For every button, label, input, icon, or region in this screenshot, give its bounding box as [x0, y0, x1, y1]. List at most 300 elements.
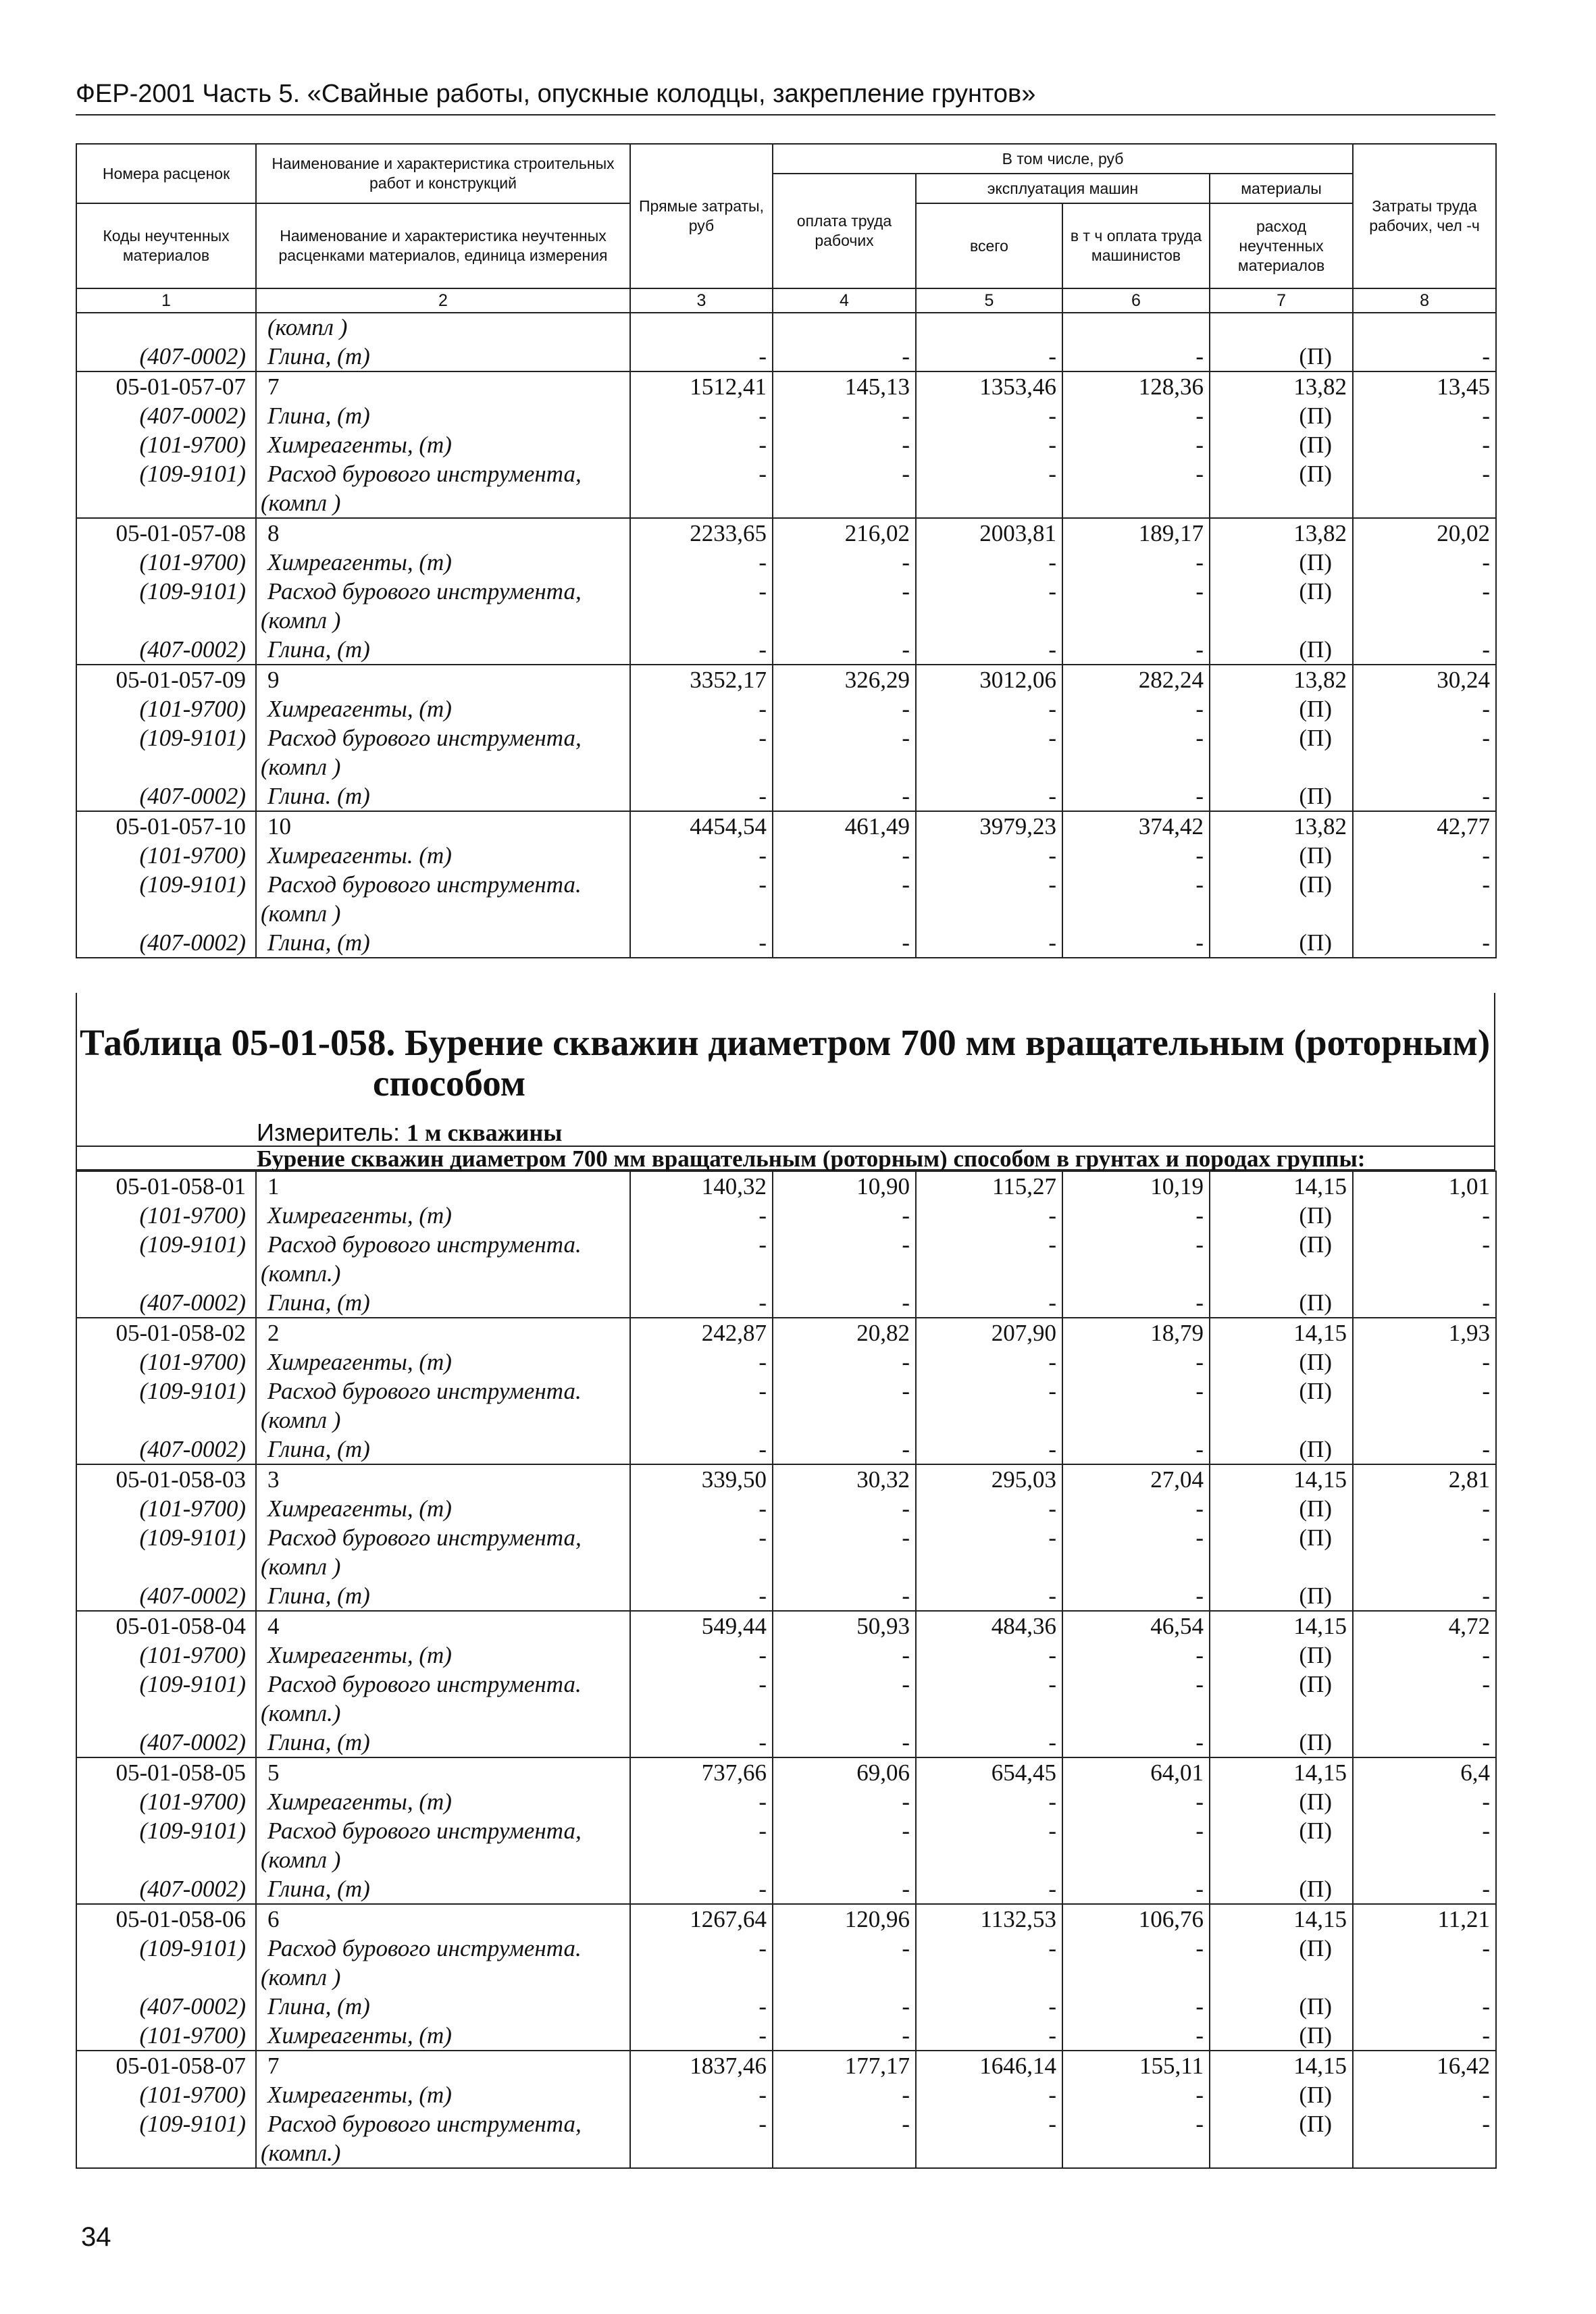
- operators-pay-value: -: [1062, 1230, 1210, 1288]
- material-consumption-value: (П): [1210, 870, 1353, 928]
- header-machine-total: всего: [916, 203, 1062, 288]
- item-name: Химреагенты, (т): [256, 1641, 630, 1670]
- rate-code: 05-01-057-08: [76, 518, 256, 548]
- group-heading: Бурение скважин диаметром 700 мм вращательным (роторным) способом в грунтах и породах группы:: [77, 1146, 1494, 1171]
- item-name: Глина, (т): [256, 1874, 630, 1904]
- labor-pay-value: -: [773, 2080, 916, 2109]
- labor-pay-value: 69,06: [773, 1757, 916, 1787]
- labor-costs-value: -: [1353, 1874, 1496, 1904]
- table-row: [76, 1757, 1496, 1787]
- machine-total-value: 207,90: [916, 1318, 1062, 1347]
- operators-pay-value: -: [1062, 781, 1210, 811]
- operators-pay-value: -: [1062, 1670, 1210, 1728]
- item-name-text: Расход бурового инструмента,: [267, 725, 582, 751]
- rates-table-057: [76, 313, 1497, 958]
- labor-costs-value: 4,72: [1353, 1611, 1496, 1641]
- direct-costs-value: 242,87: [630, 1318, 773, 1347]
- table-row: [76, 1581, 1496, 1611]
- labor-costs-value: -: [1353, 635, 1496, 665]
- machine-total-value: [916, 313, 1062, 342]
- table-row: [76, 1904, 1496, 1934]
- rate-code: (101-9700): [76, 1641, 256, 1670]
- material-consumption-value: (П): [1210, 1523, 1353, 1581]
- machine-total-value: -: [916, 1641, 1062, 1670]
- material-consumption-value: 14,15: [1210, 1318, 1353, 1347]
- labor-pay-value: -: [773, 781, 916, 811]
- table-row: [76, 1934, 1496, 1992]
- labor-costs-value: -: [1353, 1641, 1496, 1670]
- direct-costs-value: -: [630, 2109, 773, 2168]
- rate-code: (109-9101): [76, 577, 256, 635]
- material-consumption-value: (П): [1210, 1494, 1353, 1523]
- labor-pay-value: -: [773, 459, 916, 518]
- direct-costs-value: -: [630, 928, 773, 958]
- material-consumption-value: (П): [1210, 1728, 1353, 1757]
- item-name-continuation: (компл ): [261, 490, 341, 516]
- material-consumption-value: (П): [1210, 459, 1353, 518]
- rate-code: 05-01-058-04: [76, 1611, 256, 1641]
- machine-total-value: -: [916, 1816, 1062, 1874]
- table-row: [76, 1816, 1496, 1874]
- material-consumption-value: (П): [1210, 1288, 1353, 1318]
- header-labor-pay: оплата труда рабочих: [773, 174, 916, 288]
- running-head: ФЕР-2001 Часть 5. «Свайные работы, опускные колодцы, закрепление грунтов»: [76, 80, 1495, 115]
- direct-costs-value: -: [630, 1288, 773, 1318]
- item-name: [256, 870, 630, 928]
- operators-pay-value: -: [1062, 841, 1210, 870]
- material-consumption-value: (П): [1210, 342, 1353, 371]
- column-number: 2: [256, 288, 630, 313]
- table-row: [76, 1347, 1496, 1377]
- item-name: [256, 1230, 630, 1288]
- labor-pay-value: -: [773, 870, 916, 928]
- rate-code: (407-0002): [76, 401, 256, 430]
- item-name-continuation: (компл ): [261, 1847, 341, 1873]
- rate-code: (109-9101): [76, 1670, 256, 1728]
- item-name: [256, 1934, 630, 1992]
- column-header-table: [76, 143, 1497, 313]
- operators-pay-value: 106,76: [1062, 1904, 1210, 1934]
- labor-pay-value: -: [773, 635, 916, 665]
- item-name-continuation: (компл ): [261, 1553, 341, 1580]
- labor-pay-value: -: [773, 1435, 916, 1464]
- labor-pay-value: -: [773, 1992, 916, 2021]
- machine-total-value: -: [916, 548, 1062, 577]
- labor-pay-value: 20,82: [773, 1318, 916, 1347]
- operators-pay-value: -: [1062, 577, 1210, 635]
- material-consumption-value: 14,15: [1210, 1904, 1353, 1934]
- item-name-continuation: (компл ): [261, 1407, 341, 1433]
- machine-total-value: -: [916, 1288, 1062, 1318]
- material-consumption-value: 14,15: [1210, 2051, 1353, 2080]
- labor-pay-value: 120,96: [773, 1904, 916, 1934]
- item-name: Химреагенты, (т): [256, 1201, 630, 1230]
- labor-pay-value: -: [773, 723, 916, 781]
- labor-costs-value: -: [1353, 1816, 1496, 1874]
- rate-code: [76, 313, 256, 342]
- machine-total-value: -: [916, 870, 1062, 928]
- operators-pay-value: -: [1062, 548, 1210, 577]
- labor-costs-value: 30,24: [1353, 665, 1496, 694]
- rate-code: (101-9700): [76, 841, 256, 870]
- labor-costs-value: -: [1353, 1494, 1496, 1523]
- labor-costs-value: 16,42: [1353, 2051, 1496, 2080]
- machine-total-value: 1353,46: [916, 371, 1062, 401]
- rate-code: (407-0002): [76, 1581, 256, 1611]
- labor-pay-value: -: [773, 401, 916, 430]
- material-consumption-value: (П): [1210, 1641, 1353, 1670]
- labor-pay-value: -: [773, 577, 916, 635]
- material-consumption-value: 13,82: [1210, 371, 1353, 401]
- operators-pay-value: 374,42: [1062, 811, 1210, 841]
- material-consumption-value: (П): [1210, 2080, 1353, 2109]
- direct-costs-value: -: [630, 870, 773, 928]
- operators-pay-value: -: [1062, 1288, 1210, 1318]
- labor-costs-value: -: [1353, 342, 1496, 371]
- labor-costs-value: -: [1353, 1230, 1496, 1288]
- item-name: Глина, (т): [256, 401, 630, 430]
- rate-code: 05-01-057-09: [76, 665, 256, 694]
- labor-pay-value: -: [773, 1288, 916, 1318]
- material-consumption-value: 13,82: [1210, 518, 1353, 548]
- item-name: Химреагенты, (т): [256, 1787, 630, 1816]
- machine-total-value: -: [916, 1992, 1062, 2021]
- header-labor-costs: Затраты труда рабочих, чел -ч: [1353, 144, 1496, 288]
- material-consumption-value: [1210, 313, 1353, 342]
- table-row: [76, 1171, 1496, 1201]
- direct-costs-value: -: [630, 342, 773, 371]
- labor-pay-value: -: [773, 1816, 916, 1874]
- direct-costs-value: -: [630, 781, 773, 811]
- operators-pay-value: -: [1062, 1435, 1210, 1464]
- labor-costs-value: 6,4: [1353, 1757, 1496, 1787]
- rate-code: (109-9101): [76, 2109, 256, 2168]
- table-row: [76, 811, 1496, 841]
- table-title: Таблица 05-01-058. Бурение скважин диаметром 700 мм вращательным (роторным): [80, 1022, 1491, 1063]
- labor-costs-value: 1,01: [1353, 1171, 1496, 1201]
- header-machine-operation: эксплуатация машин: [916, 174, 1210, 203]
- item-name-text: Расход бурового инструмента,: [267, 2111, 582, 2137]
- labor-pay-value: -: [773, 1641, 916, 1670]
- direct-costs-value: -: [630, 1992, 773, 2021]
- header-materials: материалы: [1210, 174, 1353, 203]
- operators-pay-value: [1062, 313, 1210, 342]
- labor-pay-value: -: [773, 928, 916, 958]
- material-consumption-value: (П): [1210, 548, 1353, 577]
- labor-pay-value: -: [773, 1523, 916, 1581]
- labor-pay-value: -: [773, 1347, 916, 1377]
- material-consumption-value: (П): [1210, 635, 1353, 665]
- material-consumption-value: 14,15: [1210, 1171, 1353, 1201]
- rate-code: (109-9101): [76, 459, 256, 518]
- direct-costs-value: -: [630, 1581, 773, 1611]
- item-name-text: Расход бурового инструмента.: [267, 1231, 582, 1258]
- direct-costs-value: 1512,41: [630, 371, 773, 401]
- direct-costs-value: -: [630, 2021, 773, 2051]
- machine-total-value: -: [916, 694, 1062, 723]
- direct-costs-value: 549,44: [630, 1611, 773, 1641]
- column-number: 4: [773, 288, 916, 313]
- operators-pay-value: -: [1062, 1581, 1210, 1611]
- item-name-continuation: (компл ): [261, 1964, 341, 1990]
- operators-pay-value: 27,04: [1062, 1464, 1210, 1494]
- item-name-continuation: (компл ): [261, 900, 341, 927]
- item-name: [256, 577, 630, 635]
- item-name-continuation: (компл.): [261, 2140, 341, 2166]
- operators-pay-value: -: [1062, 401, 1210, 430]
- rate-code: (101-9700): [76, 1494, 256, 1523]
- material-consumption-value: 14,15: [1210, 1611, 1353, 1641]
- labor-pay-value: 177,17: [773, 2051, 916, 2080]
- item-name-text: Расход бурового инструмента.: [267, 871, 582, 898]
- operators-pay-value: -: [1062, 870, 1210, 928]
- labor-pay-value: -: [773, 1787, 916, 1816]
- labor-pay-value: -: [773, 1377, 916, 1435]
- labor-costs-value: 2,81: [1353, 1464, 1496, 1494]
- direct-costs-value: -: [630, 577, 773, 635]
- item-name: 6: [256, 1904, 630, 1934]
- item-name: Химреагенты, (т): [256, 2080, 630, 2109]
- operators-pay-value: -: [1062, 694, 1210, 723]
- machine-total-value: -: [916, 635, 1062, 665]
- material-consumption-value: (П): [1210, 1201, 1353, 1230]
- labor-costs-value: -: [1353, 928, 1496, 958]
- item-name-text: Расход бурового инструмента,: [267, 578, 582, 605]
- machine-total-value: 2003,81: [916, 518, 1062, 548]
- item-name: 2: [256, 1318, 630, 1347]
- labor-pay-value: 50,93: [773, 1611, 916, 1641]
- direct-costs-value: 140,32: [630, 1171, 773, 1201]
- material-consumption-value: (П): [1210, 2021, 1353, 2051]
- table-row: [76, 1230, 1496, 1288]
- direct-costs-value: 2233,65: [630, 518, 773, 548]
- direct-costs-value: -: [630, 694, 773, 723]
- material-consumption-value: (П): [1210, 1934, 1353, 1992]
- operators-pay-value: -: [1062, 635, 1210, 665]
- material-consumption-value: 13,82: [1210, 665, 1353, 694]
- operators-pay-value: -: [1062, 1934, 1210, 1992]
- measure-value: 1 м скважины: [406, 1119, 563, 1146]
- rate-code: (101-9700): [76, 694, 256, 723]
- rate-code: (407-0002): [76, 1288, 256, 1318]
- operators-pay-value: -: [1062, 2021, 1210, 2051]
- table-row: [76, 1611, 1496, 1641]
- material-consumption-value: (П): [1210, 1874, 1353, 1904]
- direct-costs-value: -: [630, 1670, 773, 1728]
- operators-pay-value: -: [1062, 1523, 1210, 1581]
- machine-total-value: -: [916, 1494, 1062, 1523]
- measure-label: Измеритель:: [257, 1119, 400, 1146]
- item-name: 4: [256, 1611, 630, 1641]
- labor-pay-value: -: [773, 1581, 916, 1611]
- table-row: [76, 1787, 1496, 1816]
- rate-code: (407-0002): [76, 1874, 256, 1904]
- labor-costs-value: 1,93: [1353, 1318, 1496, 1347]
- operators-pay-value: -: [1062, 1992, 1210, 2021]
- rate-code: (407-0002): [76, 928, 256, 958]
- item-name: 5: [256, 1757, 630, 1787]
- material-consumption-value: (П): [1210, 1377, 1353, 1435]
- direct-costs-value: -: [630, 1934, 773, 1992]
- machine-total-value: -: [916, 459, 1062, 518]
- table-row: [76, 781, 1496, 811]
- column-number: 6: [1062, 288, 1210, 313]
- item-name: 7: [256, 371, 630, 401]
- item-name: Химреагенты, (т): [256, 2021, 630, 2051]
- table-row: [76, 1377, 1496, 1435]
- item-name-text: Расход бурового инструмента,: [267, 1818, 582, 1844]
- rate-code: 05-01-057-07: [76, 371, 256, 401]
- labor-pay-value: -: [773, 841, 916, 870]
- table-row: [76, 1201, 1496, 1230]
- machine-total-value: -: [916, 841, 1062, 870]
- direct-costs-value: -: [630, 401, 773, 430]
- table-row: [76, 841, 1496, 870]
- operators-pay-value: -: [1062, 2080, 1210, 2109]
- item-name: Глина, (т): [256, 1728, 630, 1757]
- labor-pay-value: -: [773, 694, 916, 723]
- direct-costs-value: -: [630, 459, 773, 518]
- machine-total-value: 1646,14: [916, 2051, 1062, 2080]
- direct-costs-value: -: [630, 841, 773, 870]
- machine-total-value: -: [916, 1377, 1062, 1435]
- labor-costs-value: -: [1353, 723, 1496, 781]
- rate-code: (109-9101): [76, 1230, 256, 1288]
- header-material-codes: Коды неучтенных материалов: [76, 203, 256, 288]
- rate-code: (109-9101): [76, 870, 256, 928]
- rate-code: (407-0002): [76, 342, 256, 371]
- material-consumption-value: (П): [1210, 1347, 1353, 1377]
- rate-code: (109-9101): [76, 1523, 256, 1581]
- direct-costs-value: -: [630, 2080, 773, 2109]
- labor-costs-value: -: [1353, 1787, 1496, 1816]
- direct-costs-value: [630, 313, 773, 342]
- labor-costs-value: -: [1353, 459, 1496, 518]
- table-row: [76, 518, 1496, 548]
- machine-total-value: 295,03: [916, 1464, 1062, 1494]
- table-row: [76, 2021, 1496, 2051]
- rate-code: (109-9101): [76, 1816, 256, 1874]
- direct-costs-value: -: [630, 1728, 773, 1757]
- table-row: [76, 371, 1496, 401]
- labor-pay-value: [773, 313, 916, 342]
- item-name: Химреагенты, (т): [256, 1347, 630, 1377]
- operators-pay-value: 10,19: [1062, 1171, 1210, 1201]
- item-name: 7: [256, 2051, 630, 2080]
- table-row: [76, 1523, 1496, 1581]
- direct-costs-value: 1267,64: [630, 1904, 773, 1934]
- column-number: 8: [1353, 288, 1496, 313]
- machine-total-value: 654,45: [916, 1757, 1062, 1787]
- operators-pay-value: 128,36: [1062, 371, 1210, 401]
- item-name: (компл ): [256, 313, 630, 342]
- table-row: [76, 1494, 1496, 1523]
- column-number: 1: [76, 288, 256, 313]
- item-name: Глина, (т): [256, 1288, 630, 1318]
- labor-costs-value: -: [1353, 577, 1496, 635]
- labor-costs-value: -: [1353, 1523, 1496, 1581]
- machine-total-value: -: [916, 781, 1062, 811]
- item-name: Химреагенты, (т): [256, 430, 630, 459]
- table-row: [76, 1318, 1496, 1347]
- machine-total-value: -: [916, 577, 1062, 635]
- rate-code: 05-01-058-01: [76, 1171, 256, 1201]
- rate-code: (101-9700): [76, 430, 256, 459]
- labor-costs-value: -: [1353, 1581, 1496, 1611]
- table-row: [76, 430, 1496, 459]
- operators-pay-value: 18,79: [1062, 1318, 1210, 1347]
- header-material-consumption: расход неучтенных материалов: [1210, 203, 1353, 288]
- operators-pay-value: -: [1062, 1787, 1210, 1816]
- rate-code: (101-9700): [76, 2021, 256, 2051]
- item-name: Химреагенты. (т): [256, 841, 630, 870]
- direct-costs-value: 1837,46: [630, 2051, 773, 2080]
- labor-pay-value: 326,29: [773, 665, 916, 694]
- machine-total-value: -: [916, 1230, 1062, 1288]
- rate-code: (101-9700): [76, 1347, 256, 1377]
- operators-pay-value: -: [1062, 1377, 1210, 1435]
- labor-pay-value: -: [773, 1230, 916, 1288]
- labor-pay-value: 461,49: [773, 811, 916, 841]
- table-row: [76, 1464, 1496, 1494]
- direct-costs-value: -: [630, 1874, 773, 1904]
- rate-code: (101-9700): [76, 1201, 256, 1230]
- rate-code: (101-9700): [76, 1787, 256, 1816]
- rates-table-058: [76, 1171, 1497, 2169]
- operators-pay-value: 64,01: [1062, 1757, 1210, 1787]
- operators-pay-value: -: [1062, 1347, 1210, 1377]
- direct-costs-value: -: [630, 635, 773, 665]
- item-name-text: Расход бурового инструмента,: [267, 461, 582, 487]
- operators-pay-value: -: [1062, 1874, 1210, 1904]
- rate-code: (109-9101): [76, 1934, 256, 1992]
- labor-pay-value: 145,13: [773, 371, 916, 401]
- direct-costs-value: -: [630, 1523, 773, 1581]
- labor-costs-value: -: [1353, 2021, 1496, 2051]
- item-name-continuation: (компл ): [261, 607, 341, 634]
- table-row: [76, 1641, 1496, 1670]
- labor-pay-value: -: [773, 1494, 916, 1523]
- machine-total-value: -: [916, 2109, 1062, 2168]
- material-consumption-value: 13,82: [1210, 811, 1353, 841]
- material-consumption-value: (П): [1210, 1787, 1353, 1816]
- labor-costs-value: 11,21: [1353, 1904, 1496, 1934]
- table-row: [76, 459, 1496, 518]
- material-consumption-value: (П): [1210, 577, 1353, 635]
- item-name: Глина, (т): [256, 1992, 630, 2021]
- table-row: [76, 2051, 1496, 2080]
- machine-total-value: -: [916, 1670, 1062, 1728]
- labor-pay-value: -: [773, 1934, 916, 1992]
- operators-pay-value: 155,11: [1062, 2051, 1210, 2080]
- table-row: [76, 1874, 1496, 1904]
- material-consumption-value: (П): [1210, 1230, 1353, 1288]
- direct-costs-value: -: [630, 1347, 773, 1377]
- table-title-continuation: способом: [373, 1062, 526, 1104]
- item-name: [256, 1670, 630, 1728]
- table-row: [76, 1435, 1496, 1464]
- rate-code: (407-0002): [76, 1728, 256, 1757]
- machine-total-value: -: [916, 2080, 1062, 2109]
- labor-costs-value: -: [1353, 401, 1496, 430]
- rate-code: 05-01-058-05: [76, 1757, 256, 1787]
- table-row: [76, 313, 1496, 342]
- labor-costs-value: -: [1353, 1435, 1496, 1464]
- table-row: [76, 694, 1496, 723]
- machine-total-value: -: [916, 1934, 1062, 1992]
- material-consumption-value: (П): [1210, 694, 1353, 723]
- labor-costs-value: 42,77: [1353, 811, 1496, 841]
